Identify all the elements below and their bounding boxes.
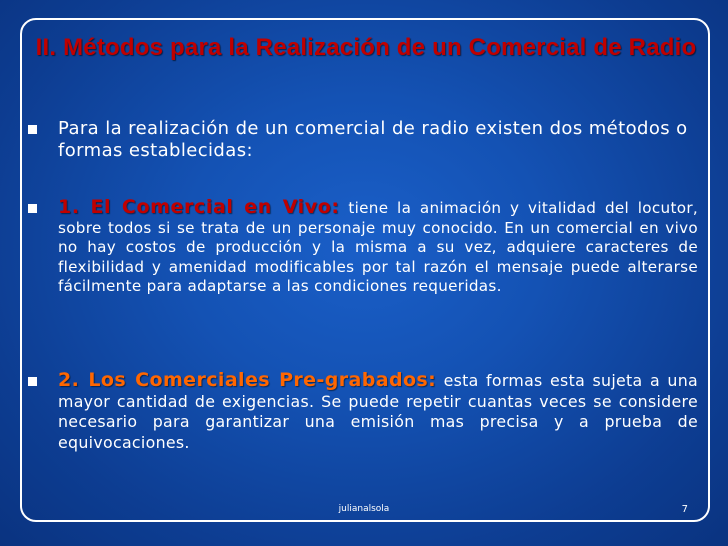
live-commercial-heading: 1. El Comercial en Vivo:: [58, 196, 340, 218]
intro-paragraph: [58, 118, 698, 162]
prerecorded-commercial-text: esta formas esta sujeta a una mayor cantidad de exigencias. Se puede repetir cuantas veces se considere necesario para garantizar una emisión mas precisa y a prueba de equivocaciones.: [58, 371, 698, 452]
slide-title: II. Métodos para la Realización de un Comercial de Radio: [35, 34, 697, 61]
footer-page-number: 7: [681, 504, 688, 515]
live-commercial-paragraph: [58, 198, 698, 297]
prerecorded-commercial-paragraph: [58, 370, 698, 453]
intro-text: Para la realización de un comercial de radio existen dos métodos o formas establecidas:: [58, 118, 688, 161]
live-commercial-text: tiene la animación y vitalidad del locutor, sobre todos si se trata de un personaje muy conocido. En un comercial en vivo no hay costos de producción y la misma a su vez, adquiere caracteres de flexibilidad y amenidad modificables por tal razón el mensaje puede alterarse fácilmente para adaptarse a las condiciones requeridas.: [58, 199, 698, 296]
bullet-icon: [28, 125, 37, 134]
footer-author: julianalsola: [338, 504, 390, 514]
bullet-icon: [28, 377, 37, 386]
prerecorded-commercial-heading: 2. Los Comerciales Pre-grabados:: [58, 369, 437, 391]
bullet-icon: [28, 204, 37, 213]
